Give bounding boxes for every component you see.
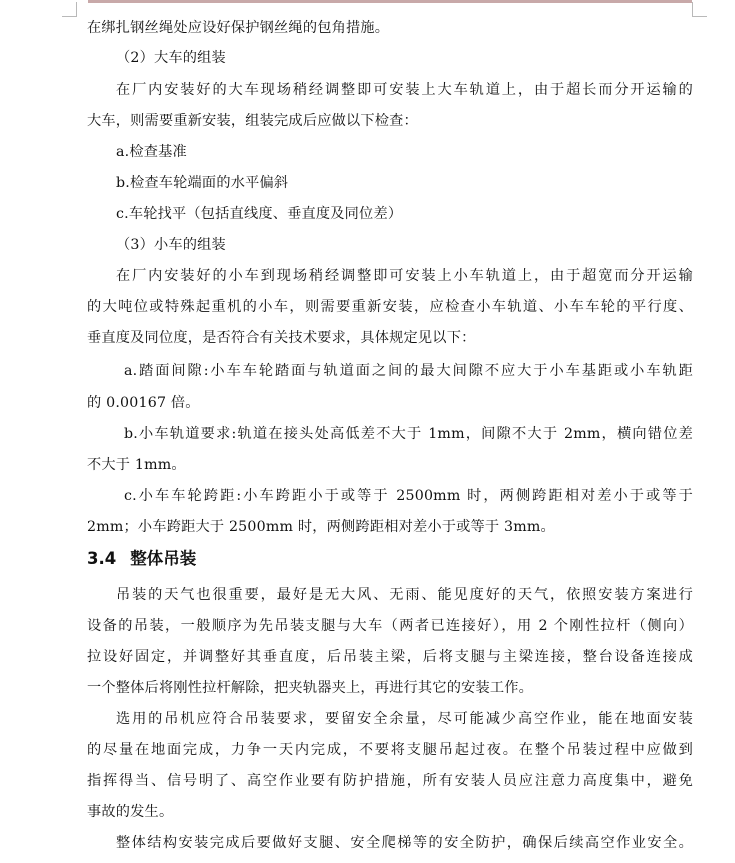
text-line: 垂直度及同位度，是否符合有关技术要求，具体规定见以下： (87, 330, 476, 346)
section-number: 3.4 (87, 549, 117, 568)
subsection-heading: （2）大车的组装 (116, 50, 226, 66)
list-item: b.小车轨道要求:轨道在接头处高低差不大于 1mm，间隙不大于 2mm，横向错位差 (124, 426, 693, 442)
list-item: a.检查基准 (116, 144, 187, 160)
text-line: 的尽量在地面完成，力争一天内完成，不要将支腿吊起过夜。在整个吊装过程中应做到 (87, 742, 693, 758)
section-title: 整体吊装 (130, 549, 197, 568)
text-line: 不大于 1mm。 (87, 457, 186, 473)
text-line: 在绑扎钢丝绳处应设好保护钢丝绳的包角措施。 (87, 20, 390, 36)
list-item: b.检查车轮端面的水平偏斜 (116, 175, 289, 191)
text-line: 整体结构安装完成后要做好支腿、安全爬梯等的安全防护，确保后续高空作业安全。 (116, 835, 693, 851)
text-line: 2mm；小车跨距大于 2500mm 时，两侧跨距相对差小于或等于 3mm。 (87, 519, 555, 535)
text-line: 拉设好固定，并调整好其垂直度，后吊装主梁，后将支腿与主梁连接，整台设备连接成 (87, 649, 693, 665)
text-line: 一个整体后将刚性拉杆解除，把夹轨器夹上，再进行其它的安装工作。 (87, 680, 534, 696)
margin-corner-mark-right (692, 2, 707, 17)
margin-corner-mark-left (62, 2, 77, 17)
text-line: 选用的吊机应符合吊装要求，要留安全余量，尽可能减少高空作业，能在地面安装 (116, 711, 693, 727)
text-line: 在厂内安装好的小车到现场稍经调整即可安装上小车轨道上，由于超宽而分开运输 (116, 268, 693, 284)
text-line: 吊装的天气也很重要，最好是无大风、无雨、能见度好的天气，依照安装方案进行 (116, 587, 693, 603)
text-line: 大车，则需要重新安装，组装完成后应做以下检查： (87, 113, 418, 129)
text-line: 事故的发生。 (87, 804, 174, 820)
list-item: c.车轮找平（包括直线度、垂直度及同位差） (116, 206, 403, 222)
text-line: 的大吨位或特殊起重机的小车，则需要重新安装，应检查小车轨道、小车车轮的平行度、 (87, 299, 693, 315)
list-item: c.小车车轮跨距:小车跨距小于或等于 2500mm 时，两侧跨距相对差小于或等于 (124, 488, 693, 504)
list-item: a.踏面间隙:小车车轮踏面与轨道面之间的最大间隙不应大于小车基距或小车轨距 (124, 363, 693, 379)
section-heading (87, 548, 196, 570)
text-line: 设备的吊装，一般顺序为先吊装支腿与大车（两者已连接好），用 2 个刚性拉杆（侧向） (87, 618, 693, 634)
page-top-rule (88, 0, 692, 3)
text-line: 在厂内安装好的大车现场稍经调整即可安装上大车轨道上，由于超长而分开运输的 (116, 82, 693, 98)
text-line: 的 0.00167 倍。 (87, 395, 200, 411)
text-line: 指挥得当、信号明了、高空作业要有防护措施，所有安装人员应注意力高度集中，避免 (87, 773, 693, 789)
subsection-heading: （3）小车的组装 (116, 237, 226, 253)
